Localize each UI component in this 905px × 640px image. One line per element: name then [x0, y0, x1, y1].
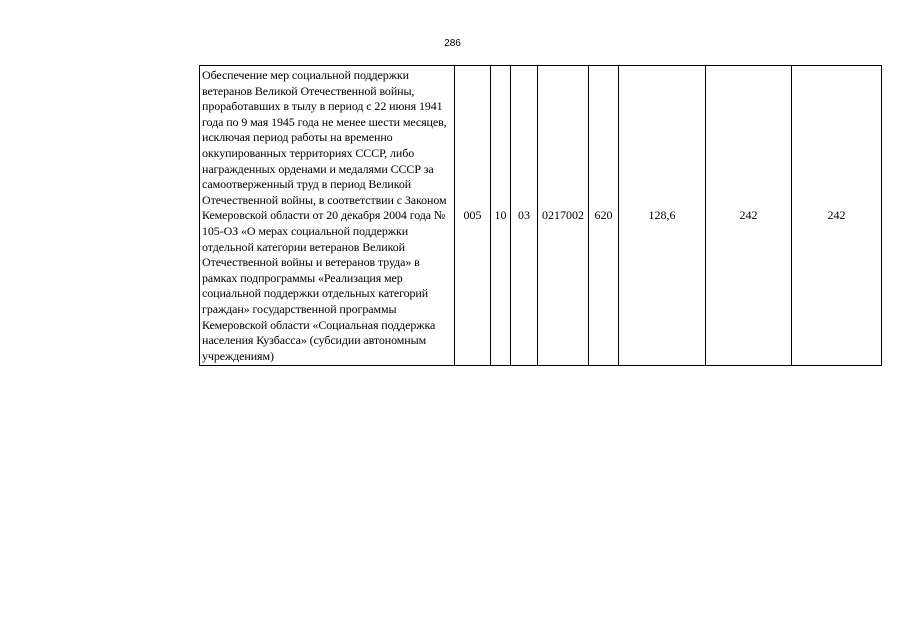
description-line: учреждениям) [202, 348, 274, 363]
description-line: проработавших в тылу в период с 22 июня 1941 [202, 99, 443, 114]
description-line: Кемеровской области «Социальная поддержка [202, 317, 436, 332]
page-number: 286 [444, 38, 461, 49]
description-line: награжденных орденами и медалями СССР за [202, 161, 434, 176]
description-line: населения Кузбасса» (субсидии автономным [202, 333, 427, 348]
description-line: 105-ОЗ «О мерах социальной поддержки [202, 223, 409, 238]
table-row [200, 66, 882, 366]
description-line: рамках подпрограммы «Реализация мер [202, 270, 403, 285]
description-line: самоотверженный труд в период Великой [202, 177, 412, 192]
description-line: Кемеровской области от 20 декабря 2004 года № [202, 208, 446, 223]
description-line: года по 9 мая 1945 года не менее шести месяцев, [202, 114, 447, 129]
row-description-cell [200, 66, 455, 366]
expense-type-cell: 620 [589, 66, 619, 366]
description-line: исключая период работы на временно [202, 130, 393, 145]
amount-year1-cell: 128,6 [619, 66, 706, 366]
amount-year3-cell: 242 [792, 66, 882, 366]
description-line: социальной поддержки отдельных категорий [202, 286, 429, 301]
subsection-cell: 03 [511, 66, 538, 366]
description-line: Отечественной войны и ветеранов труда» в [202, 255, 420, 270]
description-line: Обеспечение мер социальной поддержки [202, 68, 409, 82]
ministry-code-cell: 005 [455, 66, 491, 366]
description-line: оккупированных территориях СССР, либо [202, 145, 415, 160]
description-line: Отечественной войны, в соответствии с Законом [202, 192, 447, 207]
target-article-cell: 0217002 [538, 66, 589, 366]
description-line: ветеранов Великой Отечественной войны, [202, 83, 415, 98]
section-cell: 10 [491, 66, 511, 366]
description-line: граждан» государственной программы [202, 301, 397, 316]
budget-table [199, 65, 882, 366]
description-line: отдельной категории ветеранов Великой [202, 239, 405, 254]
amount-year2-cell: 242 [706, 66, 792, 366]
